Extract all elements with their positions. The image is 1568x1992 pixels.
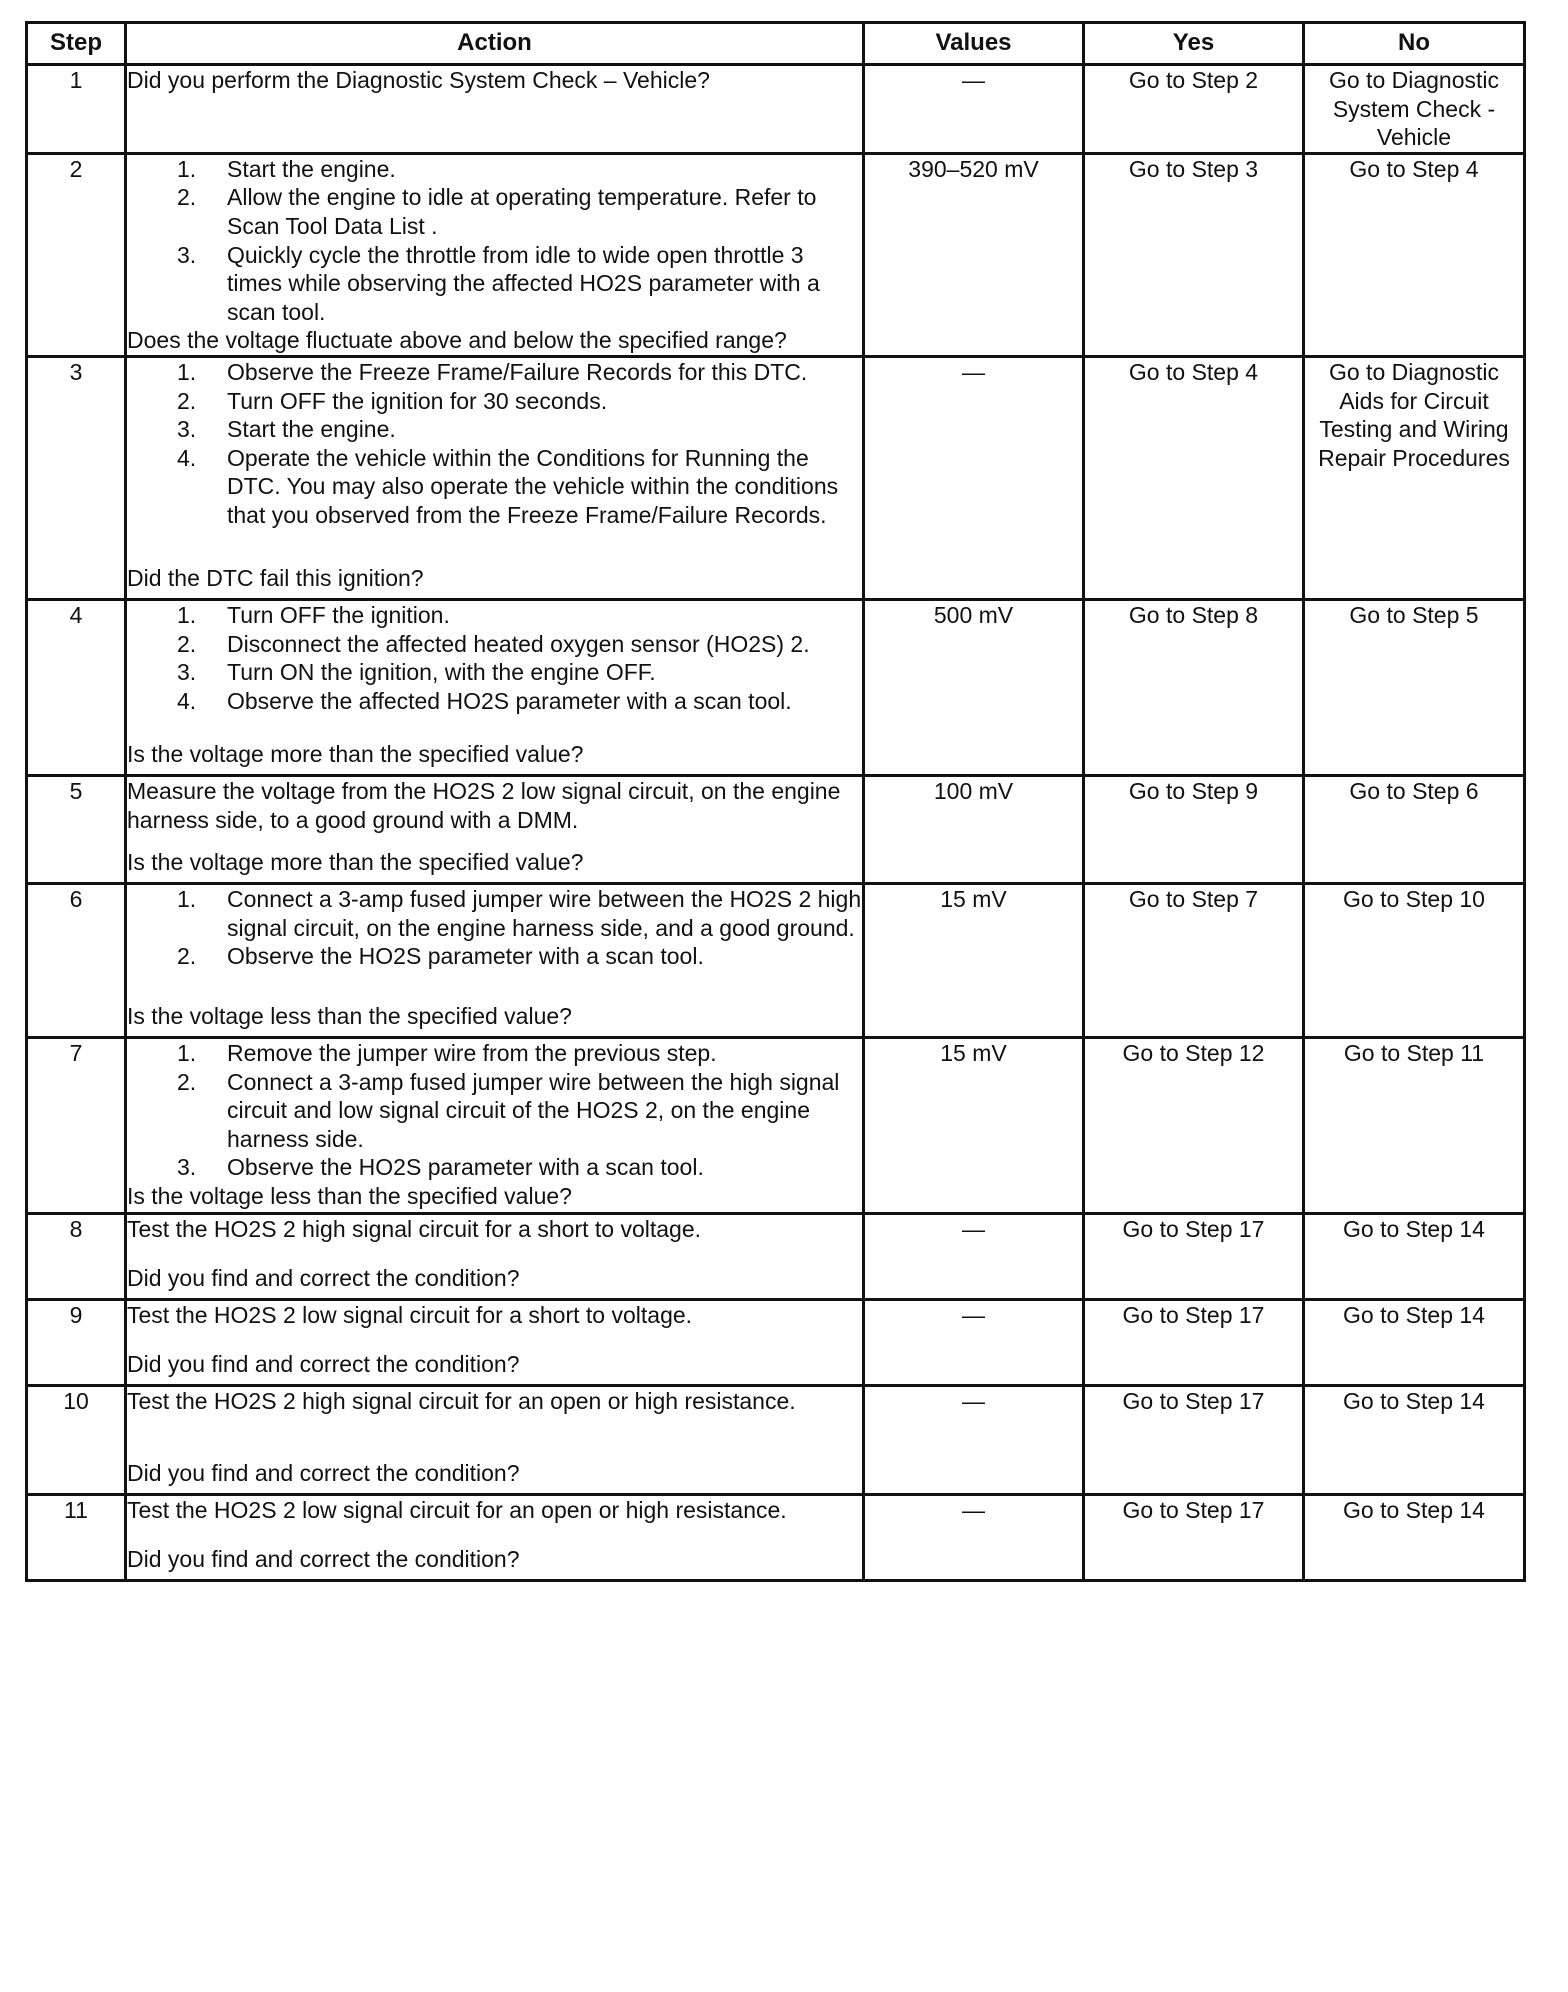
step-number: 2 <box>27 153 126 356</box>
table-row <box>27 65 1525 154</box>
table-row <box>27 1494 1525 1580</box>
list-item-number: 4. <box>177 687 197 714</box>
action-content <box>127 777 862 877</box>
action-question: Is the voltage more than the specified value? <box>127 849 584 876</box>
action-cell <box>126 883 864 1037</box>
list-item-number: 1. <box>177 155 197 182</box>
header-no: No <box>1304 23 1525 65</box>
table-row <box>27 775 1525 883</box>
list-item-number: 1. <box>177 358 197 385</box>
action-question: Did you find and correct the condition? <box>127 1460 520 1487</box>
action-instructions <box>127 155 862 327</box>
list-item-text: Observe the Freeze Frame/Failure Records for this DTC. <box>227 358 808 385</box>
diagnostic-table <box>25 21 1526 1582</box>
list-item-text: Allow the engine to idle at operating temperature. Refer to Scan Tool Data List . <box>227 184 817 239</box>
no-cell: Go to Step 6 <box>1304 775 1525 883</box>
action-intro: Did you perform the Diagnostic System Check – Vehicle? <box>127 67 710 93</box>
no-cell: Go to Step 14 <box>1304 1299 1525 1385</box>
action-question: Does the voltage fluctuate above and below the specified range? <box>127 327 787 354</box>
no-cell: Go to Step 14 <box>1304 1385 1525 1494</box>
action-content <box>127 1215 862 1293</box>
table-row <box>27 1213 1525 1299</box>
list-item-text: Remove the jumper wire from the previous step. <box>227 1039 717 1066</box>
step-number: 10 <box>27 1385 126 1494</box>
action-steps-list <box>127 885 862 971</box>
action-intro: Test the HO2S 2 high signal circuit for a short to voltage. <box>127 1215 702 1242</box>
list-item-text: Disconnect the affected heated oxygen sensor (HO2S) 2. <box>227 630 810 657</box>
no-cell: Go to Step 4 <box>1304 153 1525 356</box>
yes-cell: Go to Step 4 <box>1084 356 1304 599</box>
table-row <box>27 599 1525 775</box>
action-content <box>127 155 862 355</box>
action-content <box>127 1301 862 1379</box>
action-intro: Test the HO2S 2 low signal circuit for a short to voltage. <box>127 1301 693 1328</box>
table-row <box>27 1037 1525 1213</box>
action-content <box>127 885 862 1031</box>
value-cell: 15 mV <box>864 883 1084 1037</box>
action-instructions <box>127 1387 862 1416</box>
action-steps-list <box>127 358 862 530</box>
action-instructions <box>127 885 862 971</box>
header-values: Values <box>864 23 1084 65</box>
action-cell <box>126 65 864 154</box>
value-cell: — <box>864 1385 1084 1494</box>
value-cell: 100 mV <box>864 775 1084 883</box>
list-item <box>127 415 862 444</box>
list-item-number: 1. <box>177 885 197 912</box>
header-action: Action <box>126 23 864 65</box>
action-question: Is the voltage more than the specified value? <box>127 741 584 768</box>
list-item <box>127 358 862 387</box>
action-instructions <box>127 358 862 530</box>
action-cell <box>126 1037 864 1213</box>
no-cell: Go to Step 14 <box>1304 1213 1525 1299</box>
list-item <box>127 630 862 659</box>
value-cell: — <box>864 1494 1084 1580</box>
action-content <box>127 1387 862 1488</box>
yes-cell: Go to Step 2 <box>1084 65 1304 154</box>
no-cell: Go to Step 10 <box>1304 883 1525 1037</box>
list-item-text: Connect a 3-amp fused jumper wire between the high signal circuit and low signal circuit of the HO2S 2, on the engine harness side. <box>227 1068 840 1152</box>
list-item-text: Start the engine. <box>227 155 396 182</box>
list-item <box>127 241 862 327</box>
action-content <box>127 66 862 135</box>
action-content <box>127 358 862 593</box>
action-instructions <box>127 66 862 95</box>
action-steps-list <box>127 1039 862 1182</box>
list-item-number: 3. <box>177 1154 197 1181</box>
list-item-number: 2. <box>177 1068 197 1095</box>
header-yes: Yes <box>1084 23 1304 65</box>
list-item-text: Quickly cycle the throttle from idle to wide open throttle 3 times while observing the affected HO2S parameter with a scan tool. <box>227 241 820 325</box>
no-cell: Go to Step 5 <box>1304 599 1525 775</box>
action-intro: Test the HO2S 2 low signal circuit for an open or high resistance. <box>127 1496 787 1523</box>
action-steps-list <box>127 601 862 715</box>
list-item-number: 3. <box>177 659 197 686</box>
action-question: Did the DTC fail this ignition? <box>127 565 424 592</box>
yes-cell: Go to Step 9 <box>1084 775 1304 883</box>
value-cell: 390–520 mV <box>864 153 1084 356</box>
list-item <box>127 1068 862 1154</box>
value-cell: — <box>864 356 1084 599</box>
action-cell <box>126 1213 864 1299</box>
list-item-number: 3. <box>177 416 197 443</box>
yes-cell: Go to Step 17 <box>1084 1494 1304 1580</box>
value-cell: — <box>864 1299 1084 1385</box>
action-content <box>127 601 862 769</box>
yes-cell: Go to Step 12 <box>1084 1037 1304 1213</box>
list-item-number: 2. <box>177 184 197 211</box>
action-cell <box>126 1299 864 1385</box>
action-cell <box>126 1385 864 1494</box>
list-item-number: 2. <box>177 630 197 657</box>
value-cell: — <box>864 1213 1084 1299</box>
list-item-text: Turn OFF the ignition for 30 seconds. <box>227 387 608 414</box>
step-number: 11 <box>27 1494 126 1580</box>
action-cell <box>126 153 864 356</box>
action-steps-list <box>127 155 862 327</box>
list-item-number: 4. <box>177 444 197 471</box>
list-item <box>127 183 862 240</box>
table-row <box>27 356 1525 599</box>
table-body <box>27 65 1525 1581</box>
no-cell: Go to Step 14 <box>1304 1494 1525 1580</box>
yes-cell: Go to Step 7 <box>1084 883 1304 1037</box>
table-row <box>27 1299 1525 1385</box>
no-cell: Go to Diagnostic System Check - Vehicle <box>1304 65 1525 154</box>
step-number: 5 <box>27 775 126 883</box>
action-cell <box>126 1494 864 1580</box>
action-content <box>127 1496 862 1574</box>
action-cell <box>126 356 864 599</box>
value-cell: — <box>864 65 1084 154</box>
action-question: Did you find and correct the condition? <box>127 1546 520 1573</box>
header-step: Step <box>27 23 126 65</box>
step-number: 4 <box>27 599 126 775</box>
list-item-number: 3. <box>177 241 197 268</box>
value-cell: 15 mV <box>864 1037 1084 1213</box>
action-instructions <box>127 1039 862 1182</box>
list-item-text: Observe the HO2S parameter with a scan tool. <box>227 943 704 970</box>
action-question: Is the voltage less than the specified value? <box>127 1182 572 1209</box>
action-instructions <box>127 777 862 834</box>
step-number: 8 <box>27 1213 126 1299</box>
action-question: Is the voltage less than the specified value? <box>127 1003 572 1030</box>
action-instructions <box>127 1496 862 1525</box>
no-cell: Go to Diagnostic Aids for Circuit Testing and Wiring Repair Procedures <box>1304 356 1525 599</box>
list-item-text: Operate the vehicle within the Conditions for Running the DTC. You may also operate the vehicle within the conditions that you observed from the Freeze Frame/Failure Records. <box>227 444 839 528</box>
table-row <box>27 153 1525 356</box>
yes-cell: Go to Step 3 <box>1084 153 1304 356</box>
list-item-text: Turn ON the ignition, with the engine OFF. <box>227 659 656 686</box>
action-question: Did you find and correct the condition? <box>127 1351 520 1378</box>
step-number: 3 <box>27 356 126 599</box>
yes-cell: Go to Step 8 <box>1084 599 1304 775</box>
action-instructions <box>127 1215 862 1244</box>
value-cell: 500 mV <box>864 599 1084 775</box>
list-item-text: Start the engine. <box>227 416 396 443</box>
list-item-number: 1. <box>177 1039 197 1066</box>
list-item <box>127 1039 862 1068</box>
step-number: 7 <box>27 1037 126 1213</box>
list-item <box>127 942 862 971</box>
step-number: 9 <box>27 1299 126 1385</box>
yes-cell: Go to Step 17 <box>1084 1385 1304 1494</box>
yes-cell: Go to Step 17 <box>1084 1213 1304 1299</box>
action-intro: Measure the voltage from the HO2S 2 low signal circuit, on the engine harness side, to a good ground with a DMM. <box>127 777 841 833</box>
list-item-text: Connect a 3-amp fused jumper wire between the HO2S 2 high signal circuit, on the engine harness side, and a good ground. <box>227 885 862 941</box>
action-intro: Test the HO2S 2 high signal circuit for an open or high resistance. <box>127 1387 796 1414</box>
action-content <box>127 1039 862 1211</box>
yes-cell: Go to Step 17 <box>1084 1299 1304 1385</box>
list-item-text: Observe the affected HO2S parameter with a scan tool. <box>227 687 792 714</box>
list-item <box>127 885 862 942</box>
step-number: 6 <box>27 883 126 1037</box>
list-item-text: Turn OFF the ignition. <box>227 601 450 628</box>
action-instructions <box>127 601 862 715</box>
header-row <box>27 23 1525 65</box>
list-item <box>127 687 862 716</box>
list-item-number: 2. <box>177 387 197 414</box>
no-cell: Go to Step 11 <box>1304 1037 1525 1213</box>
list-item <box>127 1153 862 1182</box>
action-instructions <box>127 1301 862 1330</box>
list-item-number: 2. <box>177 943 197 970</box>
step-number: 1 <box>27 65 126 154</box>
list-item-text: Observe the HO2S parameter with a scan tool. <box>227 1154 704 1181</box>
table-row <box>27 883 1525 1037</box>
action-cell <box>126 599 864 775</box>
action-cell <box>126 775 864 883</box>
list-item <box>127 601 862 630</box>
list-item <box>127 444 862 530</box>
list-item <box>127 658 862 687</box>
list-item <box>127 155 862 184</box>
table-row <box>27 1385 1525 1494</box>
list-item-number: 1. <box>177 601 197 628</box>
list-item <box>127 387 862 416</box>
action-question: Did you find and correct the condition? <box>127 1265 520 1292</box>
